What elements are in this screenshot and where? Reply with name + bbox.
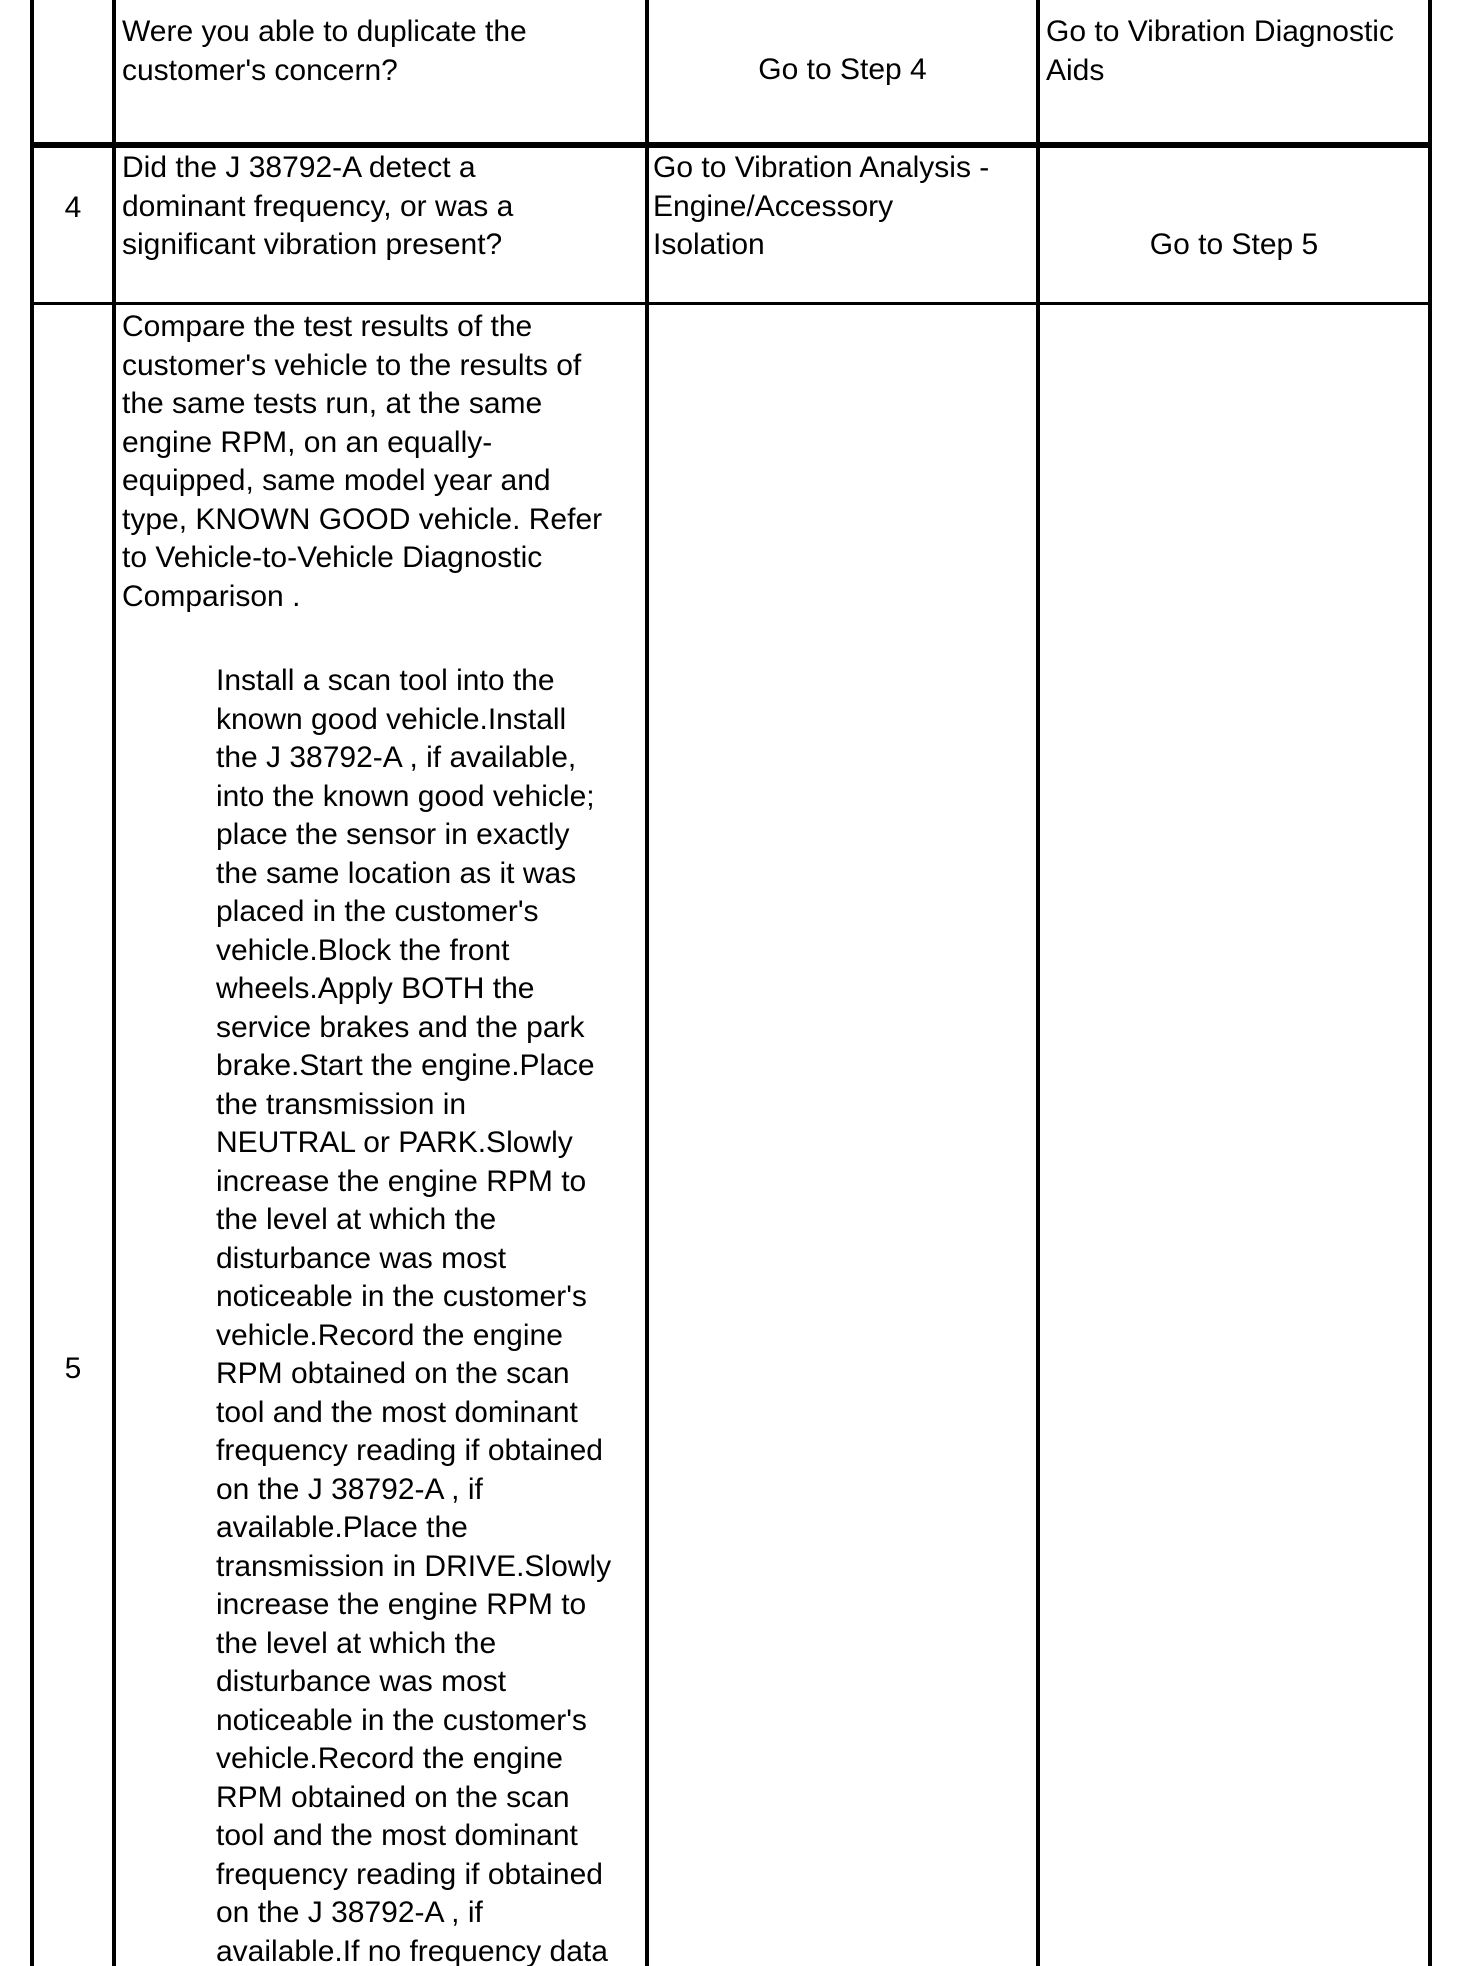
row-2-action: Did the J 38792-A detect a dominant frequency, or was a significant vibration present?	[122, 151, 514, 261]
row-2-step-number: 4	[64, 191, 82, 224]
column-divider-action	[645, 0, 649, 1966]
table-border-left	[30, 0, 34, 1966]
row-2-yes: Go to Vibration Analysis - Engine/Accessory Isolation	[653, 151, 990, 261]
row-1-yes: Go to Step 4	[758, 53, 927, 86]
row-3-substeps: Install a scan tool into the known good vehicle.Install the J 38792-A , if available, into the known good vehicle; place the sensor in exactly the same location as it was placed in the customer's vehicle.Block the front wheels.Apply BOTH the service brakes and the park brake.Start the engine.Place the transmission in NEUTRAL or PARK.Slowly increase the engine RPM to the level at which the disturbance was most noticeable in the customer's vehicle.Record the engine RPM obtained on the scan tool and the most dominant frequency reading if obtained on the J 38792-A , if available.Place the transmission in DRIVE.Slowly increase the engine RPM to the level at which the disturbance was most noticeable in the customer's vehicle.Record the engine RPM obtained on the scan tool and the most dominant frequency reading if obtained on the J 38792-A , if available.If no frequency data	[216, 664, 612, 1966]
row-divider-1	[30, 142, 1432, 148]
column-divider-step	[112, 0, 116, 1966]
table-border-right	[1428, 0, 1432, 1966]
row-3-step-number: 5	[64, 1352, 82, 1385]
row-1-no: Go to Vibration Diagnostic Aids	[1046, 15, 1394, 87]
row-2-no: Go to Step 5	[1149, 228, 1319, 261]
row-divider-2	[30, 302, 1432, 305]
column-divider-yes	[1036, 0, 1040, 1966]
row-3-action: Compare the test results of the customer's vehicle to the results of the same tests run, at the same engine RPM, on an equally- equipped, same model year and type, KNOWN GOOD vehicle. Refer to Vehicle-to-Vehicle Diagnostic Comparison .	[122, 310, 603, 613]
row-1-action: Were you able to duplicate the customer's concern?	[122, 15, 527, 87]
